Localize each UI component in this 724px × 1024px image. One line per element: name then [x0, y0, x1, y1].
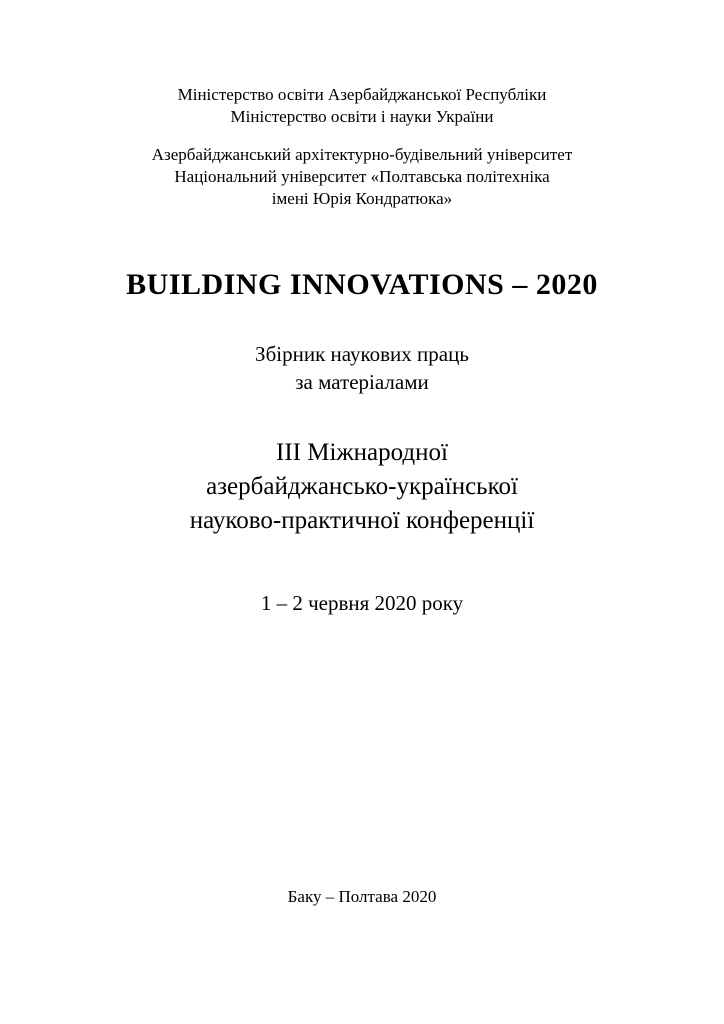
universities-block	[0, 144, 724, 210]
subtitle-line-1: Збірник наукових праць	[255, 342, 469, 366]
main-title: BUILDING INNOVATIONS – 2020	[126, 268, 598, 301]
conference-line-3: науково-практичної конференції	[189, 507, 535, 534]
subtitle-block	[0, 340, 724, 396]
university-line-2: Національний університет «Полтавська політехніка	[174, 167, 550, 186]
ministries-block	[0, 84, 724, 128]
university-line-1: Азербайджанський архітектурно-будівельний університет	[151, 145, 573, 164]
conference-title-block	[0, 436, 724, 538]
conference-date: 1 – 2 червня 2020 року	[260, 591, 464, 615]
conference-line-2: азербайджансько-української	[206, 473, 518, 500]
imprint-line: Баку – Полтава 2020	[287, 887, 437, 906]
university-line-3: імені Юрія Кондратюка»	[271, 189, 453, 208]
conference-line-1: ІІІ Міжнародної	[276, 439, 448, 466]
ministry-line-1: Міністерство освіти Азербайджанської Республіки	[177, 85, 547, 104]
ministry-line-2: Міністерство освіти і науки України	[230, 107, 494, 126]
subtitle-line-2: за матеріалами	[295, 370, 429, 394]
